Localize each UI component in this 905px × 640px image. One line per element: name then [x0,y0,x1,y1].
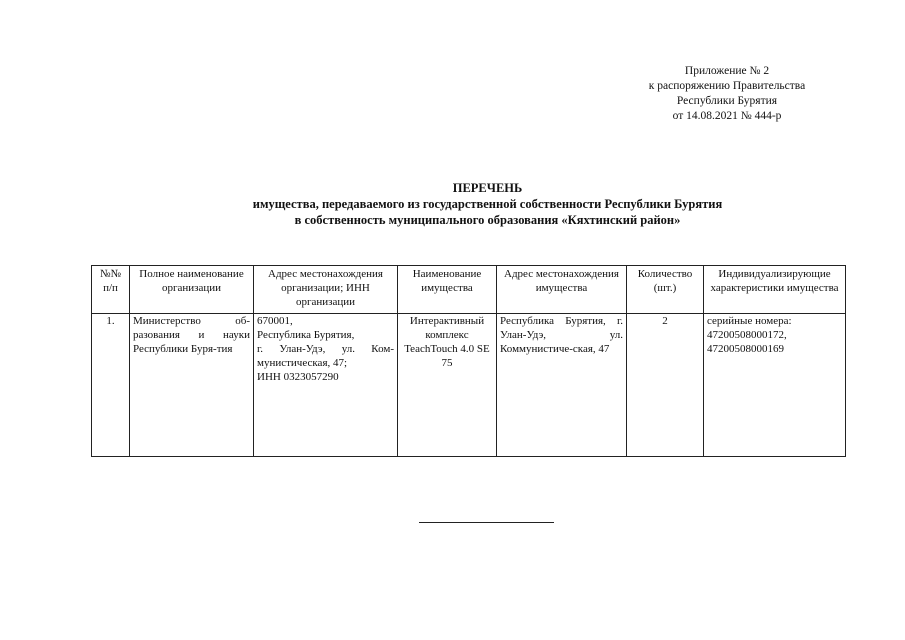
header-quantity: Количество (шт.) [627,266,704,314]
cell-characteristics-line-2: 47200508000172, [707,329,787,341]
appendix-government: Республики Бурятия [676,95,778,107]
closing-divider [419,522,554,523]
header-address-inn: Адрес местонахождения организации; ИНН организации [254,266,398,314]
cell-quantity: 2 [627,314,704,457]
cell-address-line-1: 670001, [257,315,293,327]
appendix-block [617,64,837,124]
title-line-1: имущества, передаваемого из государственной собственности Республики Бурятия [252,197,723,211]
header-num: №№ п/п [92,266,130,314]
cell-address-inn [254,314,398,457]
appendix-date: от 14.08.2021 № 444-р [672,110,782,122]
header-org: Полное наименование организации [130,266,254,314]
cell-address-line-3: г. Улан-Удэ, ул. Ком-мунистическая, 47; [257,343,394,369]
table-header-row [92,266,846,314]
title-heading: ПЕРЕЧЕНЬ [452,181,523,195]
header-characteristics: Индивидуализирующие характеристики имущества [704,266,846,314]
cell-property: Интерактивный комплекс TeachTouch 4.0 SE 75 [398,314,497,457]
cell-property-address: Республика Бурятия, г. Улан-Удэ, ул. Коммунистиче-ская, 47 [497,314,627,457]
document-title [90,180,885,228]
cell-org: Министерство об-разования и науки Республики Буря-тия [130,314,254,457]
appendix-number: Приложение № 2 [684,65,770,77]
header-property: Наименование имущества [398,266,497,314]
title-line-2: в собственность муниципального образования «Кяхтинский район» [294,213,681,227]
cell-address-line-2: Республика Бурятия, [257,329,355,341]
cell-characteristics-line-3: 47200508000169 [707,343,784,355]
cell-characteristics [704,314,846,457]
cell-num: 1. [92,314,130,457]
cell-inn: ИНН 0323057290 [257,371,339,383]
cell-characteristics-line-1: серийные номера: [707,315,792,327]
property-table [91,265,846,457]
appendix-order-ref: к распоряжению Правительства [648,80,806,92]
header-property-address: Адрес местонахождения имущества [497,266,627,314]
table-row [92,314,846,457]
